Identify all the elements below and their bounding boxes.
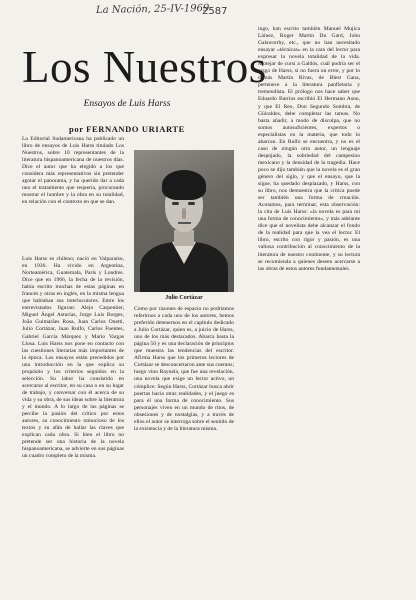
archive-page-number: 2587 bbox=[202, 6, 228, 17]
author-portrait-photo bbox=[134, 150, 234, 292]
article-byline: por FERNANDO URIARTE bbox=[69, 124, 185, 134]
article-column-left-lower: Luis Harss es chileno; nació en Valparaíso, en 1936. Ha vivido en Argentina, Norteamérica, Guatemala, París y Londres. Dice que en 1966, la fecha de la revisión, había escrito muchas de estas páginas en francés y otras en inglés, en la misma lengua que hablaban sus interlocutores. Entre los entrevistados figuran: Alejo Carpentier, Miguel Ángel Asturias, Jorge Luis Borges, João Guimarães Rosa, Juan Carlos Onetti, Julio Cortázar, Juan Rulfo, Carlos Fuentes, Gabriel García Márquez y Mario Vargas Llosa. Luis Harss nos pone en contacto con las cuestiones literarias más importantes de la época. Los ensayos están precedidos por una introducción en la que explica su propósito y los criterios seguidos en la selección. Su labor ha consistido en acercarse al escritor, en su casa o en su lugar de trabajo, y conversar con él acerca de su vida y su obra, de sus ideas sobre la literatura y el mundo. A lo largo de las páginas se percibe la pasión del crítico por estos autores, su conocimiento minucioso de los textos y su afán de hallar las claves que explican cada obra. Si bien el libro no pretende ser una historia de la novela hispanoamericana, se advierte en sus páginas un cuadro completo de la misma. bbox=[22, 256, 124, 460]
article-title: Los Nuestros bbox=[22, 42, 267, 92]
photo-caption: Julio Cortázar bbox=[165, 295, 203, 301]
article-column-middle: Como por razones de espacio no podríamos referirnos a cada uno de los autores, hemos preferido detenernos en el capítulo dedicado a Julio Cortázar, quien es, a juicio de Harss, uno de los más destacados. Abarca hasta la página 50 y es una declaración de principios que muestra las tendencias del escritor. Afirma Harss que los primeros lectores de Cortázar se desconcertaron ante sus cuentos; luego vino Rayuela, que fue una revelación, una novela que exige un lector activo, un cómplice. Según Harss, Cortázar busca abrir puertas hacia otras realidades, y el juego es para él una forma de conocimiento. Sus personajes viven en un mundo de ritos, de obsesiones y de nostalgias, y a través de ellos el autor se interroga sobre el sentido de la existencia y de la literatura misma. bbox=[134, 306, 234, 432]
article-column-left-upper: La Editorial Sudamericana ha publicado un libro de ensayos de Luis Harss titulado Los Nuestros, sobre 10 representantes de la literatura hispanoamericana de nuestros días. Dice el autor que ha elegido a los que considera más representativos sin pretender agotar el panorama, y ha querido dar a cada uno el tratamiento que requería, procurando mostrar el hombre y la obra en su totalidad, en relación con el contexto en que se dan. bbox=[22, 136, 124, 206]
article-subtitle: Ensayos de Luis Harss bbox=[83, 99, 171, 109]
handwritten-source-note: La Nación, 25-IV-1969 bbox=[95, 3, 210, 16]
article-column-right: ingo, han escrito también Manuel Mujica Láinez, Roger Martin Du Gard, John Galsworthy, etc., que no han necesitado ensayar «técnicas» en la cara del lector para expresar la novela totalidad de la vida. Motejar de cursi a Galdós, cuál podría ser el rasgo de Harss, si no fuera un error, y por lo demás Martín Rivas, de Blest Gana, pertenece a la literatura panfletaria y tremendista. El prólogo nos hace saber que Eduardo Barrios escribió El Hermano Asno, y que El Reo, Don Segundo Sombra, de Güiraldes, debe completar las tareas. No basta añadir, a modo de disculpa, que no somos autosuficientes, expertos o especialistas en la materia, que todo lo abarcan. En Rulfo se encuentra, y no es el caso de ningún otro autor, un lenguaje despojado, la sobriedad del campesino mexicano y la densidad de la tragedia. Hace poco se dijo también que la novela es el gran género del siglo, y que el ensayo, que la sigue, ha quedado desplazado, y Harss, con su libro, nos demuestra que la crítica puede ser también una forma de creación. Acotamos, para terminar, esta observación: la cita de Luis Harss: «la novela es para mí una forma de conocimiento», y más adelante dice que el novelista debe alcanzar el fondo de la realidad para que la vea el lector. El libro, escrito con rigor y pasión, es una valiosa contribución al conocimiento de la literatura de nuestro continente, y su lectura se recomienda a quienes deseen acercarse a las obras de estos autores fundamentales. bbox=[258, 26, 360, 272]
